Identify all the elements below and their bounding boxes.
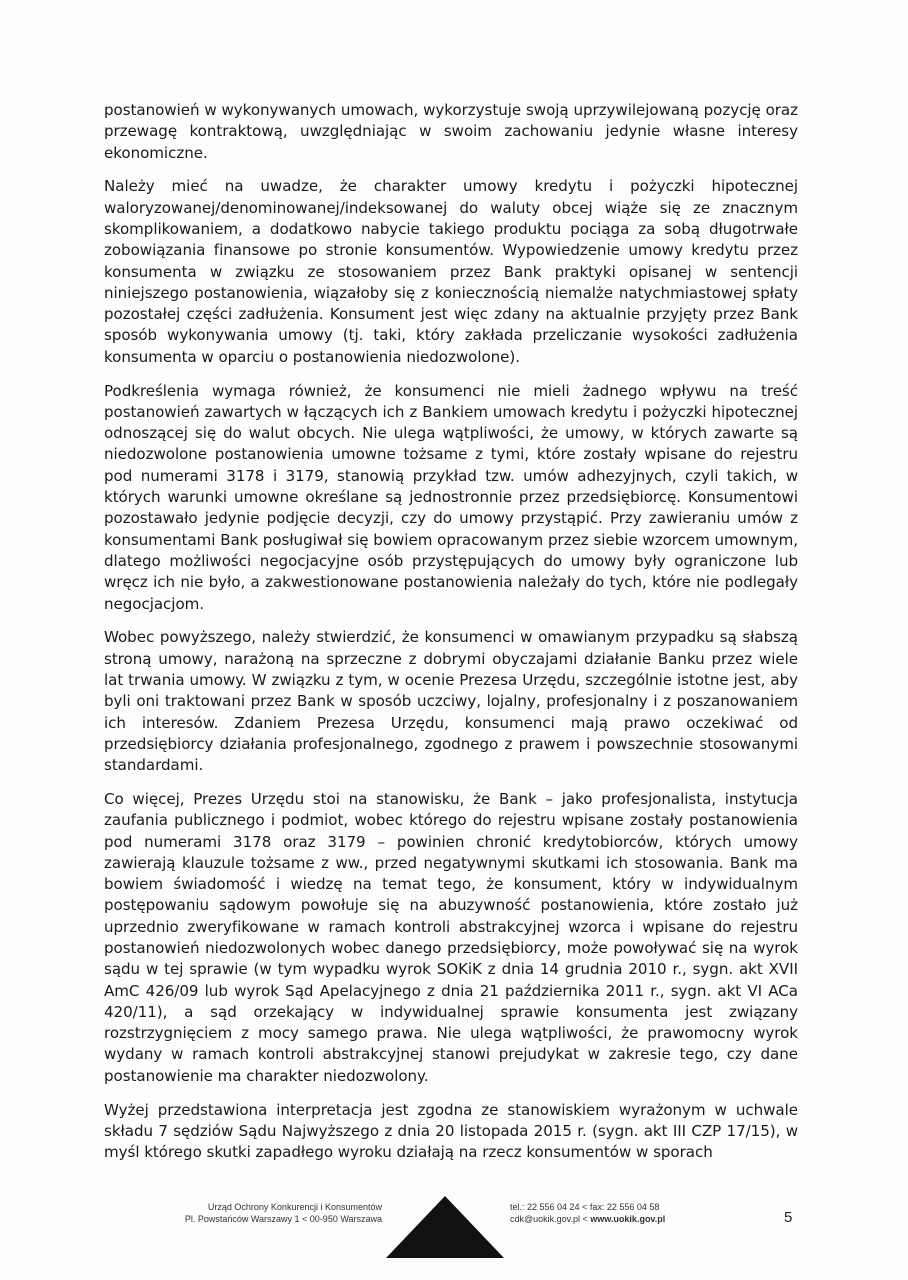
paragraph-1: postanowień w wykonywanych umowach, wykorzystuje swoją uprzywilejowaną pozycję oraz przewagę kontraktową, uwzględniając w swoim zachowaniu jedynie własne interesy ekonomiczne.	[104, 101, 798, 162]
paragraph-4: Wobec powyższego, należy stwierdzić, że konsumenci w omawianym przypadku są słabszą stroną umowy, narażoną na sprzeczne z dobrymi obyczajami działanie Banku przez wiele lat trwania umowy. W związku z tym, w ocenie Prezesa Urzędu, szczególnie istotne jest, aby byli oni traktowani przez Bank w sposób uczciwy, lojalny, profesjonalny i z poszanowaniem ich interesów. Zdaniem Prezesa Urzędu, konsumenci mają prawo oczekiwać od przedsiębiorcy działania profesjonalnego, zgodnego z prawem i powszechnie stosowanymi standardami.	[104, 628, 798, 775]
footer-contact	[510, 1201, 740, 1225]
footer-email-web	[510, 1213, 740, 1225]
footer-org-address: Pl. Powstańców Warszawy 1 < 00-950 Warszawa	[184, 1214, 382, 1224]
footer-phone-fax: tel.: 22 556 04 24 < fax: 22 556 04 58	[510, 1202, 660, 1212]
footer-address	[140, 1201, 382, 1225]
footer-org-name: Urząd Ochrony Konkurencji i Konsumentów	[207, 1202, 382, 1212]
footer-website[interactable]: www.uokik.gov.pl	[590, 1214, 666, 1224]
footer-email[interactable]: cdk@uokik.gov.pl <	[510, 1214, 591, 1224]
document-body	[104, 100, 798, 1176]
paragraph-2: Należy mieć na uwadze, że charakter umowy kredytu i pożyczki hipotecznej waloryzowanej/denominowanej/indeksowanej do waluty obcej wiąże się ze znacznym skomplikowaniem, a dodatkowo nabycie takiego produktu pociąga za sobą długotrwałe zobowiązania finansowe po stronie konsumentów. Wypowiedzenie umowy kredytu przez konsumenta w związku ze stosowaniem przez Bank praktyki opisanej w sentencji niniejszego postanowienia, wiązałoby się z koniecznością niemalże natychmiastowej spłaty pozostałej części zadłużenia. Konsument jest więc zdany na aktualnie przyjęty przez Bank sposób wykonywania umowy (tj. taki, który zakłada przeliczanie wysokości zadłużenia konsumenta w oparciu o postanowienia niedozwolone).	[104, 177, 798, 366]
paragraph-6: Wyżej przedstawiona interpretacja jest zgodna ze stanowiskiem wyrażonym w uchwale składu 7 sędziów Sądu Najwyższego z dnia 20 listopada 2015 r. (sygn. akt III CZP 17/15), w myśl którego skutki zapadłego wyroku działają na rzecz konsumentów w sporach	[104, 1100, 798, 1162]
triangle-logo-icon	[386, 1196, 504, 1258]
page-number: 5	[784, 1209, 793, 1226]
paragraph-3: Podkreślenia wymaga również, że konsumenci nie mieli żadnego wpływu na treść postanowień zawartych w łączących ich z Bankiem umowach kredytu i pożyczki hipotecznej odnoszącej się do walut obcych. Nie ulega wątpliwości, że umowy, w których zawarte są niedozwolone postanowienia umowne tożsame z tymi, które zostały wpisane do rejestru pod numerami 3178 i 3179, stanowią przykład tzw. umów adhezyjnych, czyli takich, w których warunki umowne określane są jednostronnie przez przedsiębiorcę. Konsumentowi pozostawało jedynie podjęcie decyzji, czy do umowy przystąpić. Przy zawieraniu umów z konsumentami Bank posługiwał się bowiem opracowanym przez siebie wzorcem umownym, dlatego możliwości negocjacyjne osób przystępujących do umowy były ograniczone lub wręcz ich nie było, a zakwestionowane postanowienia należały do tych, które nie podlegały negocjacjom.	[104, 381, 798, 613]
paragraph-5: Co więcej, Prezes Urzędu stoi na stanowisku, że Bank – jako profesjonalista, instytucja zaufania publicznego i podmiot, wobec którego do rejestru wpisane zostały postanowienia pod numerami 3178 oraz 3179 – powinien chronić kredytobiorców, których umowy zawierają klauzule tożsame z ww., przed negatywnymi skutkami ich stosowania. Bank ma bowiem świadomość i wiedzę na temat tego, że konsument, który w indywidualnym postępowaniu sądowym powołuje się na abuzywność postanowienia, które zostało już uprzednio zweryfikowane w ramach kontroli abstrakcyjnej wzorca i wpisane do rejestru postanowień niedozwolonych wobec danego przedsiębiorcy, może powoływać się na wyrok sądu w tej sprawie (w tym wypadku wyrok SOKiK z dnia 14 grudnia 2010 r., sygn. akt XVII AmC 426/09 lub wyrok Sąd Apelacyjnego z dnia 21 października 2011 r., sygn. akt VI ACa 420/11), a sąd orzekający w indywidualnej sprawie konsumenta jest związany rozstrzygnięciem z mocy samego prawa. Nie ulega wątpliwości, że prawomocny wyrok wydany w ramach kontroli abstrakcyjnej stanowi prejudykat w zakresie tego, czy dane postanowienie ma charakter niedozwolony.	[104, 789, 798, 1085]
